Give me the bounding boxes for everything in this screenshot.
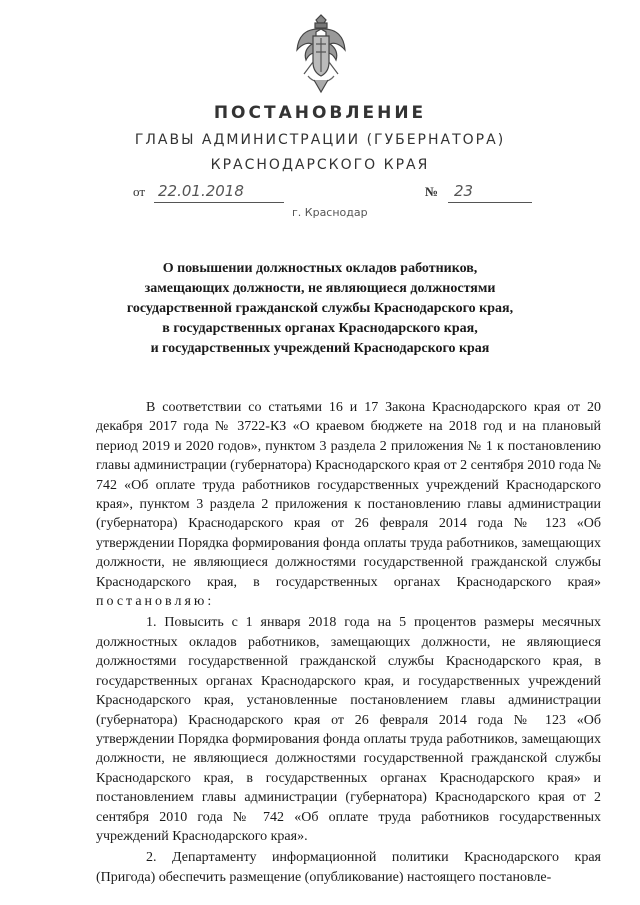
clause-1-paragraph: 1. Повысить с 1 января 2018 года на 5 процентов размеры месячных должностных окладов работников, замещающих должности, не являющиеся должностями государственной гражданской службы Краснодарского края, в государственных органах Краснодарского края, и государственных учреждений Краснодарского края, установленные постановлением главы администрации (губернатора) Краснодарского края от 26 февраля 2014 года № 123 «Об утверждении Порядка формирования фонда оплаты труда работников, замещающих должности, не являющиеся должностями государственной гражданской службы Краснодарского края, в государственных органах Краснодарского края» и постановлением главы администрации (губернатора) Краснодарского края от 2 сентября 2010 года № 742 «Об оплате труда работников государственных учреждений Краснодарского края». [96, 615, 601, 844]
date-label: от [133, 184, 146, 199]
title-line: О повышении должностных окладов работников, [162, 261, 478, 276]
resolution-body [96, 398, 601, 887]
title-line: государственной гражданской службы Краснодарского края, [126, 301, 514, 316]
preamble-text: В соответствии со статьями 16 и 17 Закона Краснодарского края от 20 декабря 2017 года № 3722-КЗ «О краевом бюджете на 2018 год и на плановый период 2019 и 2020 годов», пунктом 3 раздела 2 приложения № 1 к постановлению главы администрации (губернатора) Краснодарского края от 2 сентября 2010 года № 742 «Об оплате труда работников государственных учреждений Краснодарского края», пунктом 3 раздела 2 приложения к постановлению главы администрации (губернатора) Краснодарского края от 26 февраля 2014 года № 123 «Об утверждении Порядка формирования фонда оплаты труда работников, замещающих должности, не являющиеся должностями государственной гражданской службы Краснодарского края, в государственных органах Краснодарского края» [96, 400, 601, 590]
issuer-line-1: ГЛАВЫ АДМИНИСТРАЦИИ (ГУБЕРНАТОРА) [134, 132, 506, 148]
resolve-word: постановляю: [96, 594, 215, 610]
title-line: замещающих должности, не являющиеся должностями [144, 281, 496, 296]
preamble-paragraph [96, 398, 601, 611]
date-field: 22.01.2018 [154, 182, 284, 203]
issuer-line-2: КРАСНОДАРСКОГО КРАЯ [210, 157, 430, 173]
city-label: г. Краснодар [292, 206, 368, 219]
clause-2-paragraph: 2. Департаменту информационной политики Краснодарского края (Пригода) обеспечить размещение (опубликование) настоящего постановле- [96, 850, 601, 885]
number-field: 23 [448, 182, 532, 203]
document-type-title: ПОСТАНОВЛЕНИЕ [213, 103, 427, 123]
title-line: и государственных учреждений Краснодарского края [150, 341, 490, 356]
resolution-title [110, 259, 530, 359]
title-line: в государственных органах Краснодарского края, [162, 321, 478, 336]
krasnodar-coat-of-arms-icon [294, 14, 348, 94]
number-label: № [425, 184, 439, 199]
